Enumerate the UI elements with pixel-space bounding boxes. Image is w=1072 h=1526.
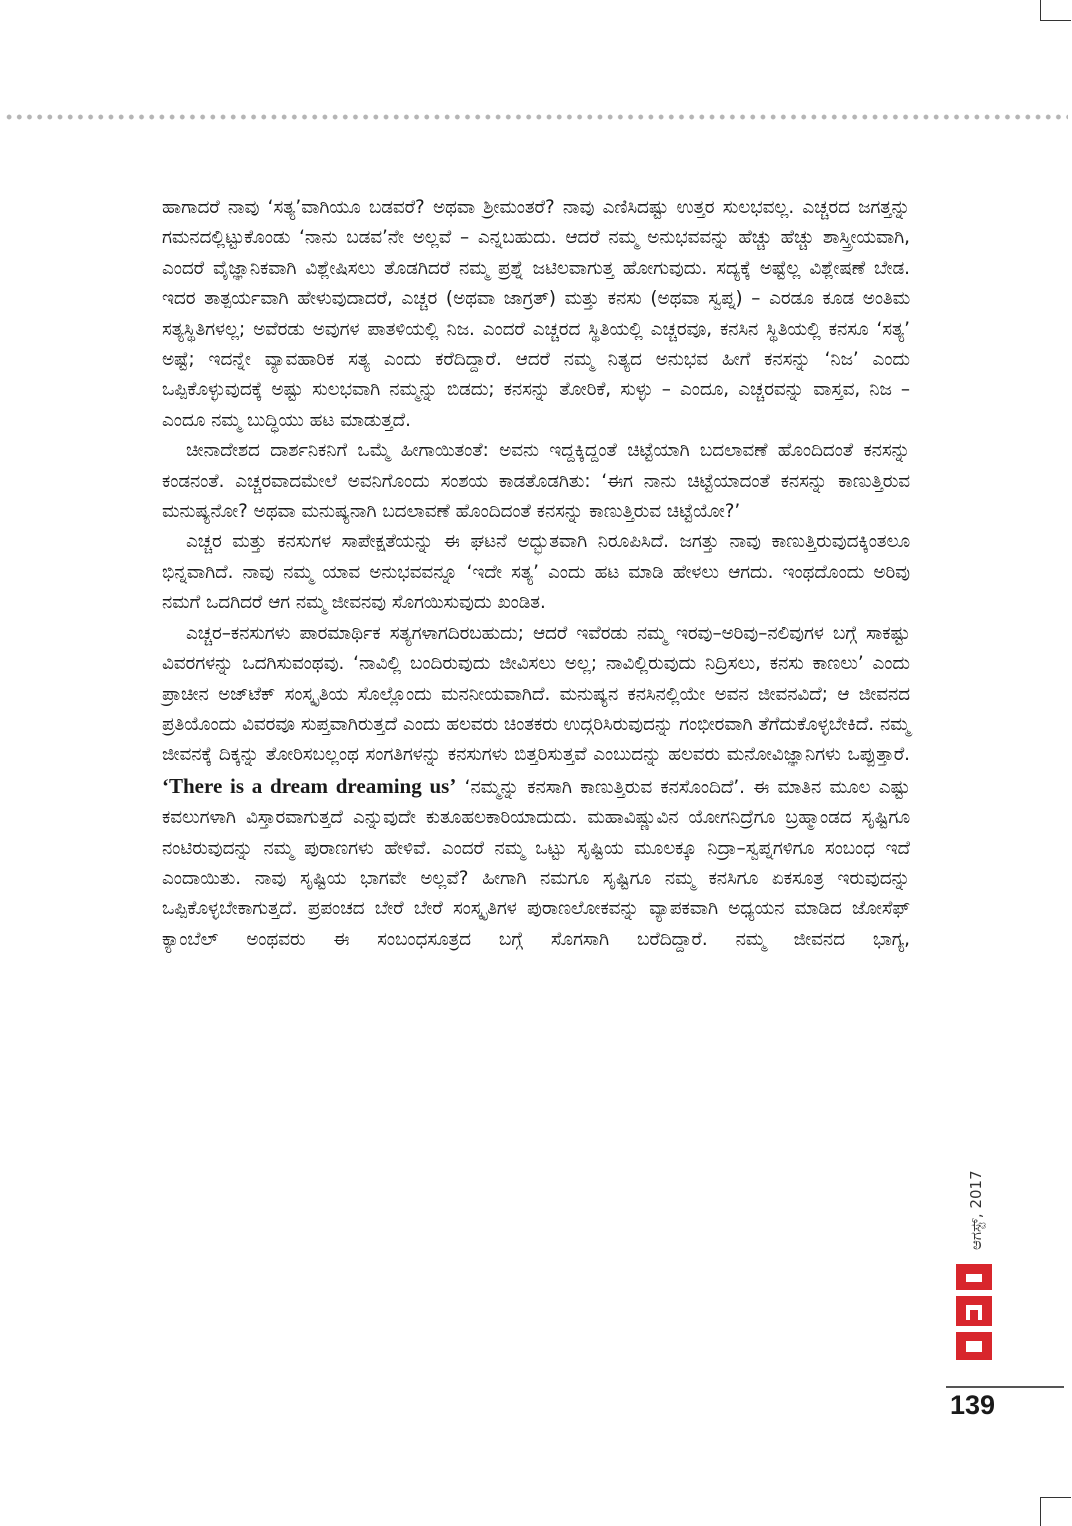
footer-rule [946, 1386, 1064, 1388]
english-quote: ‘There is a dream dreaming us’ [162, 773, 457, 798]
article-body [162, 193, 910, 955]
paragraph-4 [162, 619, 910, 955]
dotted-divider [4, 114, 1068, 120]
magazine-logo [952, 1258, 996, 1366]
crop-mark-bottom-right [1040, 1497, 1071, 1526]
issue-date: ಆಗಸ್ಟ್, 2017 [967, 1170, 985, 1250]
paragraph-2-text: ಚೀನಾದೇಶದ ದಾರ್ಶನಿಕನಿಗೆ ಒಮ್ಮೆ ಹೀಗಾಯಿತಂತೆ: ಅವನು ಇದ್ದಕ್ಕಿದ್ದಂತೆ ಚಿಟ್ಟೆಯಾಗಿ ಬದಲಾವಣೆ ಹೊಂದಿದಂತೆ ಕನಸನ್ನು ಕಂಡನಂತೆ. ಎಚ್ಚರವಾದಮೇಲೆ ಅವನಿಗೊಂದು ಸಂಶಯ ಕಾಡತೊಡಗಿತು: ‘ಈಗ ನಾನು ಚಿಟ್ಟೆಯಾದಂತೆ ಕನಸನ್ನು ಕಾಣುತ್ತಿರುವ ಮನುಷ್ಯನೋ? ಅಥವಾ ಮನುಷ್ಯನಾಗಿ ಬದಲಾವಣೆ ಹೊಂದಿದಂತೆ ಕನಸನ್ನು ಕಾಣುತ್ತಿರುವ ಚಿಟ್ಟೆಯೋ?’ [162, 440, 910, 523]
paragraph-2 [162, 436, 910, 527]
paragraph-3-text: ಎಚ್ಚರ ಮತ್ತು ಕನಸುಗಳ ಸಾಪೇಕ್ಷತೆಯನ್ನು ಈ ಘಟನೆ ಅದ್ಭುತವಾಗಿ ನಿರೂಪಿಸಿದೆ. ಜಗತ್ತು ನಾವು ಕಾಣುತ್ತಿರುವುದಕ್ಕಿಂತಲೂ ಭಿನ್ನವಾಗಿದೆ. ನಾವು ನಮ್ಮ ಯಾವ ಅನುಭವವನ್ನೂ ‘ಇದೇ ಸತ್ಯ’ ಎಂದು ಹಟ ಮಾಡಿ ಹೇಳಲು ಆಗದು. ಇಂಥದೊಂದು ಅರಿವು ನಮಗೆ ಒದಗಿದರೆ ಆಗ ನಮ್ಮ ಜೀವನವು ಸೊಗಯಿಸುವುದು ಖಂಡಿತ. [162, 531, 910, 614]
paragraph-1 [162, 193, 910, 436]
paragraph-1-text: ಹಾಗಾದರೆ ನಾವು ‘ಸತ್ಯ’ವಾಗಿಯೂ ಬಡವರೆ? ಅಥವಾ ಶ್ರೀಮಂತರೆ? ನಾವು ಎಣಿಸಿದಷ್ಟು ಉತ್ತರ ಸುಲಭವಲ್ಲ. ಎಚ್ಚರದ ಜಗತ್ತನ್ನು ಗಮನದಲ್ಲಿಟ್ಟುಕೊಂಡು ‘ನಾನು ಬಡವ’ನೇ ಅಲ್ಲವೆ – ಎನ್ನಬಹುದು. ಆದರೆ ನಮ್ಮ ಅನುಭವವನ್ನು ಹೆಚ್ಚು ಹೆಚ್ಚು ಶಾಸ್ತ್ರೀಯವಾಗಿ, ಎಂದರೆ ವೈಜ್ಞಾನಿಕವಾಗಿ ವಿಶ್ಲೇಷಿಸಲು ತೊಡಗಿದರೆ ನಮ್ಮ ಪ್ರಶ್ನೆ ಜಟಿಲವಾಗುತ್ತ ಹೋಗುವುದು. ಸದ್ಯಕ್ಕೆ ಅಷ್ಟೆಲ್ಲ ವಿಶ್ಲೇಷಣೆ ಬೇಡ. ಇದರ ತಾತ್ಪರ್ಯವಾಗಿ ಹೇಳುವುದಾದರೆ, ಎಚ್ಚರ (ಅಥವಾ ಜಾಗ್ರತ್) ಮತ್ತು ಕನಸು (ಅಥವಾ ಸ್ವಪ್ನ) – ಎರಡೂ ಕೂಡ ಅಂತಿಮ ಸತ್ಯಸ್ಥಿತಿಗಳಲ್ಲ; ಅವೆರಡು ಅವುಗಳ ಪಾತಳಿಯಲ್ಲಿ ನಿಜ. ಎಂದರೆ ಎಚ್ಚರದ ಸ್ಥಿತಿಯಲ್ಲಿ ಎಚ್ಚರವೂ, ಕನಸಿನ ಸ್ಥಿತಿಯಲ್ಲಿ ಕನಸೂ ‘ಸತ್ಯ’ ಅಷ್ಟೆ; ಇದನ್ನೇ ವ್ಯಾವಹಾರಿಕ ಸತ್ಯ ಎಂದು ಕರೆದಿದ್ದಾರೆ. ಆದರೆ ನಮ್ಮ ನಿತ್ಯದ ಅನುಭವ ಹೀಗೆ ಕನಸನ್ನು ‘ನಿಜ’ ಎಂದು ಒಪ್ಪಿಕೊಳ್ಳುವುದಕ್ಕೆ ಅಷ್ಟು ಸುಲಭವಾಗಿ ನಮ್ಮನ್ನು ಬಿಡದು; ಕನಸನ್ನು ತೋರಿಕೆ, ಸುಳ್ಳು – ಎಂದೂ, ಎಚ್ಚರವನ್ನು ವಾಸ್ತವ, ನಿಜ – ಎಂದೂ ನಮ್ಮ ಬುದ್ಧಿಯು ಹಟ ಮಾಡುತ್ತದೆ. [162, 197, 910, 431]
page-number: 139 [950, 1390, 996, 1420]
crop-mark-top-right [1040, 0, 1071, 21]
paragraph-4-text-before: ಎಚ್ಚರ–ಕನಸುಗಳು ಪಾರಮಾರ್ಥಿಕ ಸತ್ಯಗಳಾಗದಿರಬಹುದು; ಆದರೆ ಇವೆರಡು ನಮ್ಮ ಇರವು–ಅರಿವು–ನಲಿವುಗಳ ಬಗ್ಗೆ ಸಾಕಷ್ಟು ವಿವರಗಳನ್ನು ಒದಗಿಸುವಂಥವು. ‘ನಾವಿಲ್ಲಿ ಬಂದಿರುವುದು ಜೀವಿಸಲು ಅಲ್ಲ; ನಾವಿಲ್ಲಿರುವುದು ನಿದ್ರಿಸಲು, ಕನಸು ಕಾಣಲು’ ಎಂದು ಪ್ರಾಚೀನ ಅಜ್‌ಟೆಕ್ ಸಂಸ್ಕೃತಿಯ ಸೊಲ್ಲೊಂದು ಮನನೀಯವಾಗಿದೆ. ಮನುಷ್ಯನ ಕನಸಿನಲ್ಲಿಯೇ ಅವನ ಜೀವನವಿದೆ; ಆ ಜೀವನದ ಪ್ರತಿಯೊಂದು ವಿವರವೂ ಸುಪ್ತವಾಗಿರುತ್ತದೆ ಎಂದು ಹಲವರು ಚಿಂತಕರು ಉದ್ಗರಿಸಿರುವುದನ್ನು ಗಂಭೀರವಾಗಿ ತೆಗೆದುಕೊಳ್ಳಬೇಕಿದೆ. ನಮ್ಮ ಜೀವನಕ್ಕೆ ದಿಕ್ಕನ್ನು ತೋರಿಸಬಲ್ಲಂಥ ಸಂಗತಿಗಳನ್ನು ಕನಸುಗಳು ಬಿತ್ತರಿಸುತ್ತವೆ ಎಂಬುದನ್ನು ಹಲವರು ಮನೋವಿಜ್ಞಾನಿಗಳು ಒಪ್ಪುತ್ತಾರೆ. [162, 622, 910, 766]
paragraph-4-text-after: ‘ನಮ್ಮನ್ನು ಕನಸಾಗಿ ಕಾಣುತ್ತಿರುವ ಕನಸೊಂದಿದೆ’. ಈ ಮಾತಿನ ಮೂಲ ಎಷ್ಟು ಕವಲುಗಳಾಗಿ ವಿಸ್ತಾರವಾಗುತ್ತದೆ ಎನ್ನುವುದೇ ಕುತೂಹಲಕಾರಿಯಾದುದು. ಮಹಾವಿಷ್ಣುವಿನ ಯೋಗನಿದ್ರೆಗೂ ಬ್ರಹ್ಮಾಂಡದ ಸೃಷ್ಟಿಗೂ ನಂಟಿರುವುದನ್ನು ನಮ್ಮ ಪುರಾಣಗಳು ಹೇಳಿವೆ. ಎಂದರೆ ನಮ್ಮ ಒಟ್ಟು ಸೃಷ್ಟಿಯ ಮೂಲಕ್ಕೂ ನಿದ್ರಾ–ಸ್ವಪ್ನಗಳಿಗೂ ಸಂಬಂಧ ಇದೆ ಎಂದಾಯಿತು. ನಾವು ಸೃಷ್ಟಿಯ ಭಾಗವೇ ಅಲ್ಲವೆ? ಹೀಗಾಗಿ ನಮಗೂ ಸೃಷ್ಟಿಗೂ ನಮ್ಮ ಕನಸಿಗೂ ಏಕಸೂತ್ರ ಇರುವುದನ್ನು ಒಪ್ಪಿಕೊಳ್ಳಬೇಕಾಗುತ್ತದೆ. ಪ್ರಪಂಚದ ಬೇರೆ ಬೇರೆ ಸಂಸ್ಕೃತಿಗಳ ಪುರಾಣಲೋಕವನ್ನು ವ್ಯಾಪಕವಾಗಿ ಅಧ್ಯಯನ ಮಾಡಿದ ಜೋಸೆಫ್ ಕ್ಯಾಂಬೆಲ್ ಅಂಥವರು ಈ ಸಂಬಂಧಸೂತ್ರದ ಬಗ್ಗೆ ಸೊಗಸಾಗಿ ಬರೆದಿದ್ದಾರೆ. ನಮ್ಮ ಜೀವನದ ಭಾಗ್ಯ, [162, 776, 911, 950]
paragraph-3 [162, 527, 910, 618]
